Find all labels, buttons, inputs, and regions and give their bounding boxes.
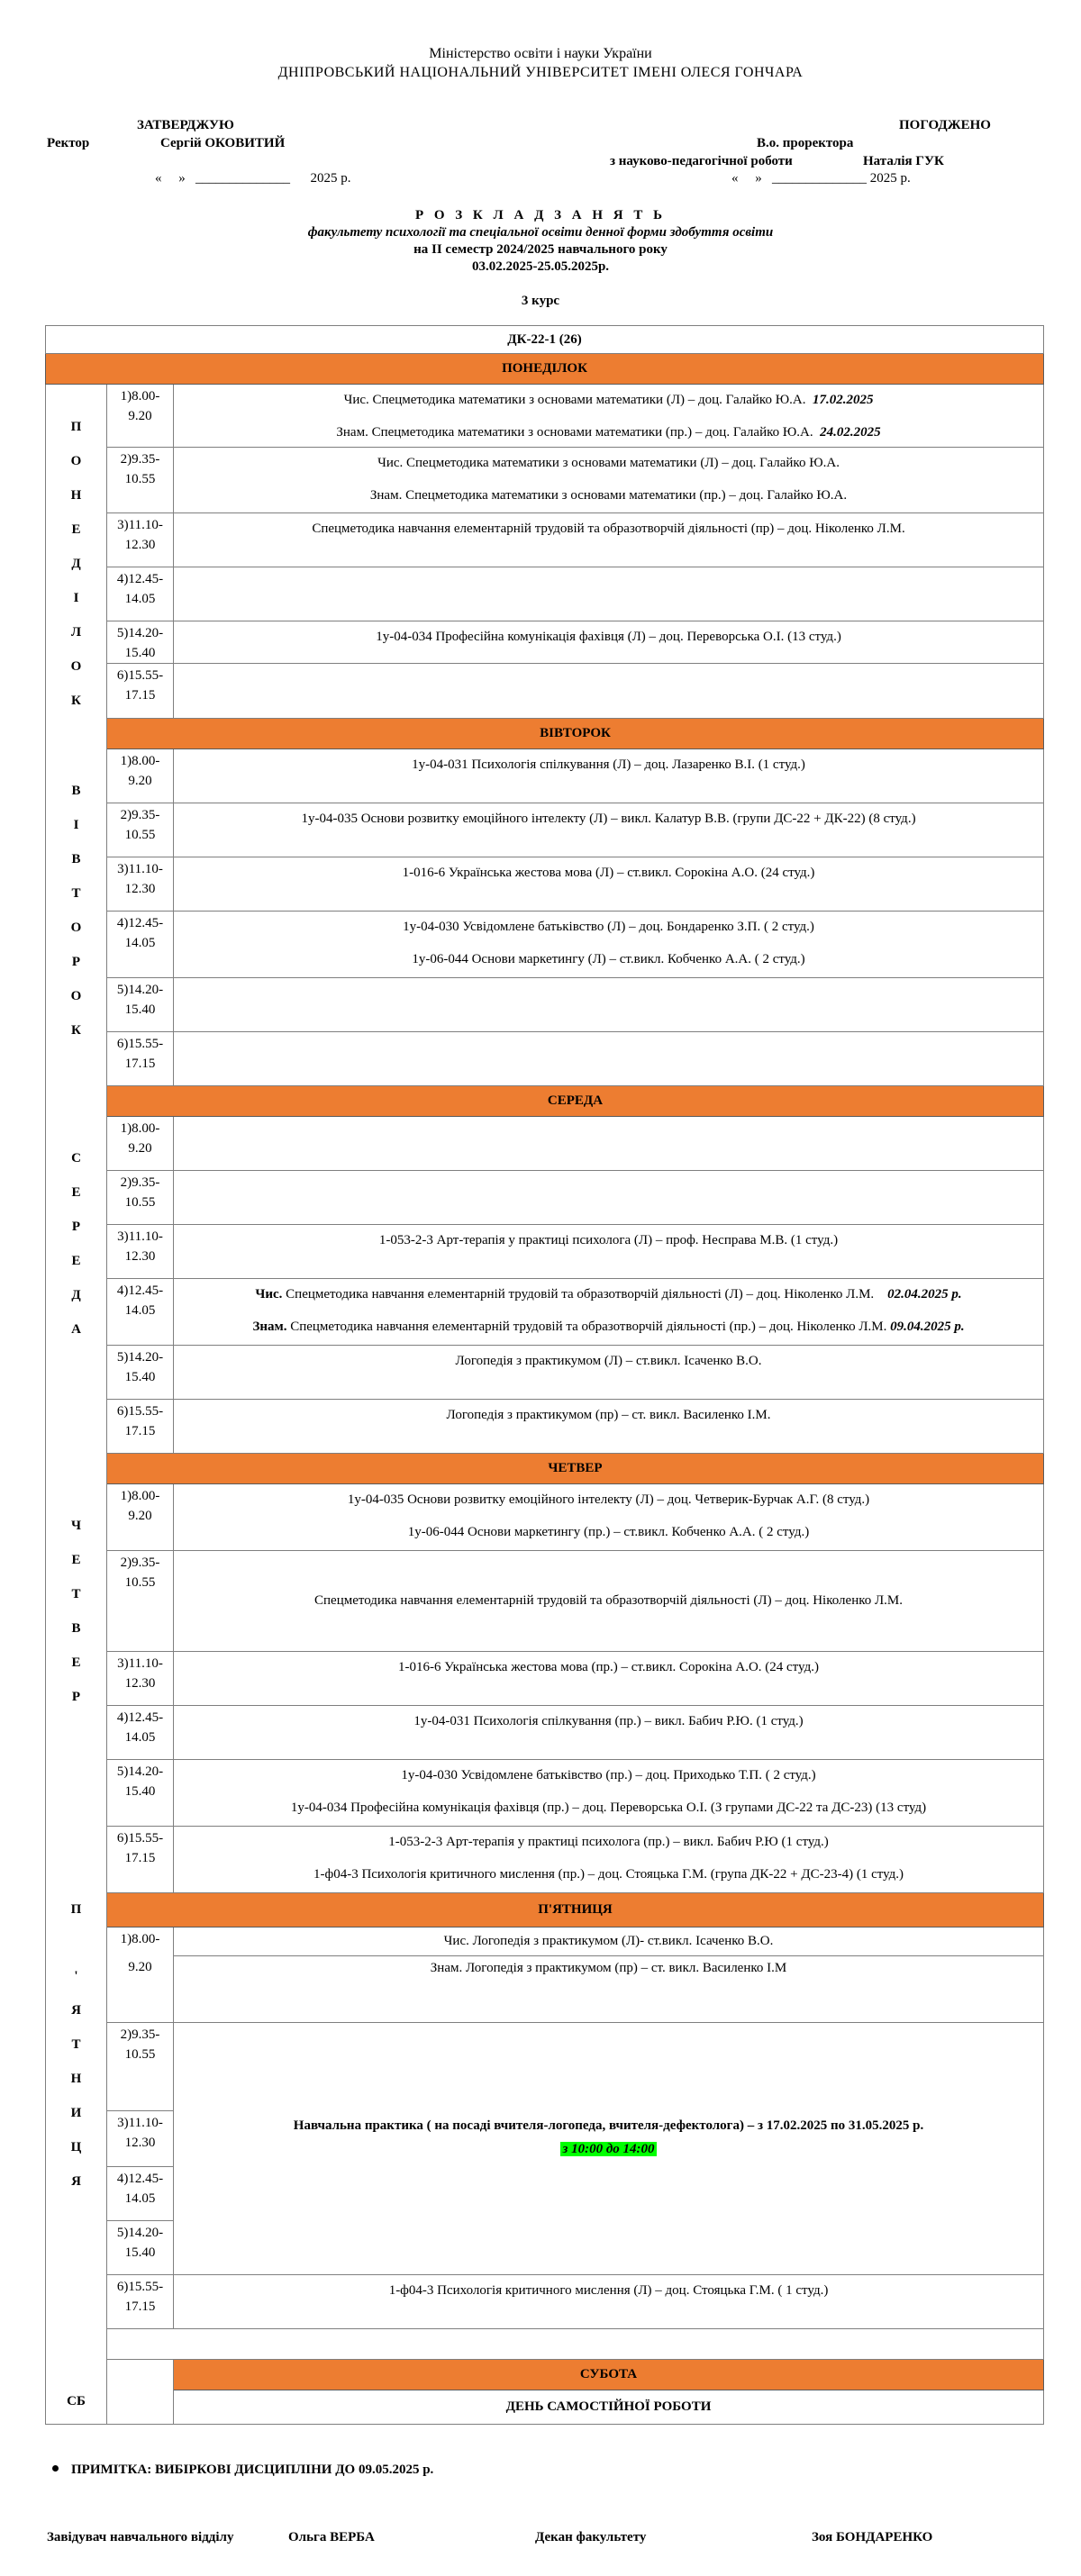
day-body-wednesday: [46, 1085, 1044, 1453]
class-cell: [174, 1483, 1044, 1550]
day-header-friday: П'ЯТНИЦЯ: [107, 1892, 1044, 1927]
class-cell: [174, 1705, 1044, 1759]
slot-row: [46, 2390, 1044, 2424]
slot-row: [46, 2110, 1044, 2166]
day-header-monday: ПОНЕДІЛОК: [46, 354, 1044, 385]
day-letter-column: [46, 1927, 107, 1955]
practice-cell: [174, 2110, 1044, 2274]
ministry-name: Міністерство освіти і науки України: [429, 46, 652, 61]
title-line-4: 03.02.2025-25.05.2025р.: [471, 259, 610, 274]
day-letter-cell: [46, 1085, 107, 1116]
class-entry: 1-016-6 Українська жестова мова (Л) – ст.викл. Сорокіна А.О. (24 студ.): [402, 865, 815, 880]
day-header-row: [46, 1453, 1044, 1483]
day-body-thursday: [46, 1453, 1044, 1892]
slot-row: [46, 2022, 1044, 2110]
day-letter: Т: [71, 1587, 81, 1601]
day-header-row: [46, 2328, 1044, 2359]
day-letter: Р: [71, 1690, 81, 1704]
class-entry: 1-ф04-3 Психологія критичного мислення (пр.) – доц. Стояцька Г.М. (група ДК-22 + ДС-23-4) (1 студ.): [313, 1866, 904, 1882]
day-letter-cell: П: [46, 1892, 107, 1927]
day-header-wed: СЕРЕДА: [107, 1085, 1044, 1116]
class-cell: [174, 448, 1044, 512]
class-entry: 1у-04-034 Професійна комунікація фахівця (пр.) – доц. Переворська О.І. (З групами ДС-22 та ДС-23) (13 студ): [290, 1800, 927, 1815]
class-cell: Знам. Логопедія з практикумом (пр) – ст. викл. Василенко І.М: [174, 1955, 1044, 2022]
day-letter: О: [70, 921, 82, 935]
slot-row: [46, 1955, 1044, 2022]
class-entry: Логопедія з практикумом (Л) – ст.викл. Ісаченко В.О.: [455, 1353, 762, 1368]
note: [52, 2463, 433, 2478]
slot-time: 1)8.00- 9.20: [107, 1483, 174, 1550]
day-letter: С: [71, 1151, 81, 1166]
class-entry: 1-016-6 Українська жестова мова (пр.) – ст.викл. Сорокіна А.О. (24 студ.): [398, 1659, 819, 1674]
slot-row: [46, 664, 1044, 718]
day-letter: В: [71, 1621, 81, 1636]
vice-rector-name: Наталія ГУК: [863, 154, 944, 168]
day-letter: В: [71, 784, 81, 798]
slot-time: 4)12.45- 14.05: [107, 1278, 174, 1345]
day-letter-column-saturday: СБ: [46, 2359, 107, 2424]
class-cell: [174, 1345, 1044, 1399]
slot-row: [46, 1345, 1044, 1399]
approval-caption: ЗАТВЕРДЖУЮ: [137, 118, 234, 132]
slot-time: 1)8.00- 9.20: [107, 1116, 174, 1170]
class-entry: Спецметодика навчання елементарній трудовій та образотворчій діяльності (пр) – доц. Ніколенко Л.М.: [312, 521, 905, 536]
day-letter-column-thu: [46, 1483, 107, 1892]
title-line-3: на ІІ семестр 2024/2025 навчального року: [413, 242, 668, 257]
head-name: Ольга ВЕРБА: [288, 2530, 375, 2544]
slot-time: 2)9.35- 10.55: [107, 1170, 174, 1224]
slot-row: [46, 1759, 1044, 1826]
slot-time: 5)14.20- 15.40: [107, 977, 174, 1031]
slot-time: 6)15.55- 17.15: [107, 1826, 174, 1892]
day-letter-column-tue: [46, 748, 107, 1085]
slot-time: 1)8.00-: [107, 1927, 174, 1955]
class-cell: [174, 911, 1044, 977]
day-letter: П: [70, 420, 82, 434]
dean-role: Декан факультету: [535, 2530, 647, 2544]
slot-time: 3)11.10- 12.30: [107, 2110, 174, 2166]
slot-row: [46, 1116, 1044, 1170]
slot-time: 3)11.10- 12.30: [107, 1224, 174, 1278]
class-entry: Логопедія з практикумом (пр) – ст. викл. Василенко І.М.: [446, 1407, 771, 1422]
day-letter: Р: [71, 955, 81, 969]
day-letter: Н: [70, 488, 82, 503]
class-cell: [174, 385, 1044, 448]
day-header-tue: ВІВТОРОК: [107, 718, 1044, 748]
slot-time: 3)11.10- 12.30: [107, 857, 174, 911]
slot-time: 1)8.00- 9.20: [107, 748, 174, 803]
course-label: 3 курс: [521, 294, 560, 308]
slot-time: 6)15.55- 17.15: [107, 664, 174, 718]
slot-row: [46, 1278, 1044, 1345]
vice-rector-role: В.о. проректора: [757, 136, 854, 150]
slot-time: 2)9.35- 10.55: [107, 2022, 174, 2110]
slot-row: [46, 567, 1044, 621]
day-letter: О: [70, 989, 82, 1003]
slot-row: [46, 977, 1044, 1031]
day-header-saturday: СУБОТА: [174, 2359, 1044, 2390]
class-cell: Чис. Логопедія з практикумом (Л)- ст.викл. Ісаченко В.О.: [174, 1927, 1044, 1955]
class-entry: 1у-04-031 Психологія спілкування (пр.) – викл. Бабич Р.Ю. (1 студ.): [413, 1713, 804, 1728]
class-cell-empty: [174, 2022, 1044, 2110]
schedule-title: [0, 207, 1081, 276]
slot-row: [46, 803, 1044, 857]
slot-time: 5)14.20- 15.40: [107, 1759, 174, 1826]
slot-row: [46, 1705, 1044, 1759]
day-letter: Е: [71, 1254, 81, 1268]
class-cell: [174, 803, 1044, 857]
class-entry: 1у-04-035 Основи розвитку емоційного інтелекту (Л) – викл. Калатур В.В. (групи ДС-22 + ДК-22) (8 студ.): [301, 811, 916, 826]
day-letter: І: [73, 818, 79, 832]
day-body-tuesday: [46, 718, 1044, 1085]
dean-name: Зоя БОНДАРЕНКО: [812, 2530, 933, 2544]
day-letter-cell: [46, 718, 107, 748]
head-role: Завідувач навчального відділу: [47, 2530, 234, 2544]
self-study-cell: ДЕНЬ САМОСТІЙНОЇ РОБОТИ: [174, 2390, 1044, 2424]
day-header-row: [46, 718, 1044, 748]
schedule-table: [45, 325, 1044, 2425]
slot-row: [46, 1031, 1044, 1085]
day-letter: О: [70, 659, 82, 674]
slot-row: [46, 1483, 1044, 1550]
class-cell: [174, 1278, 1044, 1345]
slot-time: 5)14.20- 15.40: [107, 1345, 174, 1399]
day-letter: Л: [70, 625, 82, 639]
class-entry: 1у-04-030 Усвідомлене батьківство (пр.) – доц. Приходько Т.П. ( 2 студ.): [401, 1767, 816, 1782]
agreed-caption: ПОГОДЖЕНО: [899, 118, 991, 132]
class-cell: [174, 1224, 1044, 1278]
day-letter: Р: [71, 1220, 81, 1234]
class-entry: Знам. Спецметодика навчання елементарній трудовій та образотворчій діяльності (пр.) – доц. Ніколенко Л.М. 09.04.2025 р.: [252, 1319, 965, 1334]
rector-name: Сергій ОКОВИТИЙ: [160, 136, 286, 150]
rector-role: Ректор: [47, 136, 90, 150]
slot-time: 2)9.35- 10.55: [107, 448, 174, 512]
class-cell-empty: [174, 1170, 1044, 1224]
day-letter-column-wed: [46, 1116, 107, 1453]
slot-row: [46, 385, 1044, 448]
slot-time: 3)11.10- 12.30: [107, 512, 174, 567]
slot-time: 6)15.55- 17.15: [107, 1031, 174, 1085]
slot-time: 5)14.20- 15.40: [107, 2220, 174, 2274]
class-cell: [174, 1399, 1044, 1453]
empty-cell: [107, 2328, 1044, 2359]
class-cell-empty: [174, 664, 1044, 718]
slot-row: [46, 621, 1044, 664]
class-entry: Спецметодика навчання елементарній трудовій та образотворчій діяльності (Л) – доц. Ніколенко Л.М.: [314, 1593, 904, 1608]
slot-time: 4)12.45- 14.05: [107, 2166, 174, 2220]
class-cell: [174, 1550, 1044, 1651]
class-cell: 1-ф04-3 Психологія критичного мислення (Л) – доц. Стояцька Г.М. ( 1 студ.): [174, 2274, 1044, 2328]
group-row: [46, 326, 1044, 354]
rector-date: « » ______________ 2025 р.: [155, 171, 351, 186]
slot-row: [46, 911, 1044, 977]
class-cell: [174, 1651, 1044, 1705]
class-cell-empty: [174, 1031, 1044, 1085]
vice-rector-role-2: з науково-педагогічної роботи: [610, 154, 793, 168]
day-letter: В: [71, 852, 81, 866]
day-letter: Е: [71, 1655, 81, 1670]
slot-time: 5)14.20- 15.40: [107, 621, 174, 664]
class-cell: [174, 1759, 1044, 1826]
day-letter: К: [71, 1023, 81, 1038]
class-entry: 1-053-2-3 Арт-терапія у практиці психолога (пр.) – викл. Бабич Р.Ю (1 студ.): [388, 1834, 829, 1849]
slot-time: 4)12.45- 14.05: [107, 1705, 174, 1759]
class-cell-empty: [174, 977, 1044, 1031]
class-entry: 1у-04-031 Психологія спілкування (Л) – доц. Лазаренко В.І. (1 студ.): [412, 757, 805, 772]
class-entry: 1у-06-044 Основи маркетингу (пр.) – ст.викл. Кобченко А.А. ( 2 студ.): [407, 1524, 810, 1539]
day-header-row: [46, 2359, 1044, 2390]
slot-row: [46, 2274, 1044, 2328]
day-letter: І: [73, 591, 79, 605]
class-cell-empty: [174, 1116, 1044, 1170]
day-letter: Ч: [70, 1519, 81, 1533]
day-letter: О: [70, 454, 82, 468]
slot-row: [46, 1399, 1044, 1453]
day-letter: Д: [71, 557, 81, 571]
class-entry: Знам. Спецметодика математики з основами математики (пр.) – доц. Галайко Ю.А. 24.02.2025: [336, 425, 881, 440]
day-letter-cell: [46, 1453, 107, 1483]
class-entry: 1у-04-034 Професійна комунікація фахівця (Л) – доц. Переворська О.І. (13 студ.): [376, 630, 841, 645]
slot-time: 2)9.35- 10.55: [107, 803, 174, 857]
day-header-row: [46, 1085, 1044, 1116]
slot-time: 2)9.35- 10.55: [107, 1550, 174, 1651]
day-body-monday: [46, 385, 1044, 719]
class-cell: [174, 621, 1044, 664]
day-letter: Е: [71, 1553, 81, 1567]
day-letter: К: [71, 694, 81, 708]
slot-row: [46, 1826, 1044, 1892]
day-header-row: [46, 1892, 1044, 1927]
class-entry: 1у-06-044 Основи маркетингу (Л) – ст.викл. Кобченко А.А. ( 2 студ.): [412, 951, 805, 966]
slot-row: [46, 1651, 1044, 1705]
slot-row: [46, 1927, 1044, 1955]
slot-time: 4)12.45- 14.05: [107, 567, 174, 621]
day-letter: Д: [71, 1288, 81, 1302]
slot-time: 4)12.45- 14.05: [107, 911, 174, 977]
class-entry: Чис. Спецметодика математики з основами математики (Л) – доц. Галайко Ю.А.: [377, 456, 840, 471]
slot-time: 3)11.10- 12.30: [107, 1651, 174, 1705]
practice-text: Навчальна практика ( на посаді вчителя-логопеда, вчителя-дефектолога) – з 17.02.2025 по 31.05.2025 р.: [293, 2118, 924, 2133]
class-entry: 1-053-2-3 Арт-терапія у практиці психолога (Л) – проф. Несправа М.В. (1 студ.): [378, 1232, 839, 1247]
vice-rector-date: « » ______________ 2025 р.: [731, 171, 911, 186]
day-header-thu: ЧЕТВЕР: [107, 1453, 1044, 1483]
slot-row: [46, 1224, 1044, 1278]
group-name: ДК-22-1 (26): [46, 326, 1044, 354]
class-cell: [174, 512, 1044, 567]
bullet-icon: [52, 2465, 59, 2472]
empty-cell: [107, 2359, 174, 2390]
day-letter-column-mon: [46, 385, 107, 719]
day-letter: Т: [71, 886, 81, 901]
slot-row: [46, 448, 1044, 512]
note-text: ПРИМІТКА: ВИБІРКОВІ ДИСЦИПЛІНИ ДО 09.05.2025 р.: [71, 2463, 434, 2477]
slot-time: 6)15.55- 17.15: [107, 2274, 174, 2328]
slot-row: [46, 1550, 1044, 1651]
class-cell: [174, 857, 1044, 911]
class-cell: [174, 1826, 1044, 1892]
class-entry: Чис. Спецметодика навчання елементарній трудовій та образотворчій діяльності (Л) – доц. Ніколенко Л.М. 02.04.2025 р.: [255, 1286, 962, 1302]
class-cell: [174, 748, 1044, 803]
title-line-2: факультету психології та спеціальної освіти денної форми здобуття освіти: [307, 225, 774, 240]
slot-time: 1)8.00- 9.20: [107, 385, 174, 448]
day-letter: Е: [71, 522, 81, 537]
slot-time: 6)15.55- 17.15: [107, 1399, 174, 1453]
slot-row: [46, 512, 1044, 567]
title-line-1: Р О З К Л А Д З А Н Я Т Ь: [414, 208, 667, 222]
day-header-row: [46, 354, 1044, 385]
slot-row: [46, 857, 1044, 911]
class-entry: 1у-04-035 Основи розвитку емоційного інтелекту (Л) – доц. Четверик-Бурчак А.Г. (8 студ.): [347, 1492, 870, 1507]
practice-time: з 10:00 до 14:00: [562, 2142, 655, 2156]
day-letter-column-friday: ' Я Т Н И Ц Я: [46, 1955, 107, 2359]
class-entry: Чис. Спецметодика математики з основами математики (Л) – доц. Галайко Ю.А. 17.02.2025: [343, 393, 874, 407]
day-letter: А: [71, 1322, 81, 1337]
day-letter: Е: [71, 1185, 81, 1200]
class-entry: Знам. Спецметодика математики з основами математики (пр.) – доц. Галайко Ю.А.: [369, 488, 848, 503]
empty-cell: [107, 2390, 174, 2424]
slot-row: [46, 1170, 1044, 1224]
class-cell-empty: [174, 567, 1044, 621]
slot-time: 9.20: [107, 1955, 174, 2022]
university-name: ДНІПРОВСЬКИЙ НАЦІОНАЛЬНИЙ УНІВЕРСИТЕТ ІМЕНІ ОЛЕСЯ ГОНЧАРА: [277, 65, 804, 80]
slot-row: [46, 748, 1044, 803]
class-entry: 1у-04-030 Усвідомлене батьківство (Л) – доц. Бондаренко З.П. ( 2 студ.): [403, 919, 814, 934]
